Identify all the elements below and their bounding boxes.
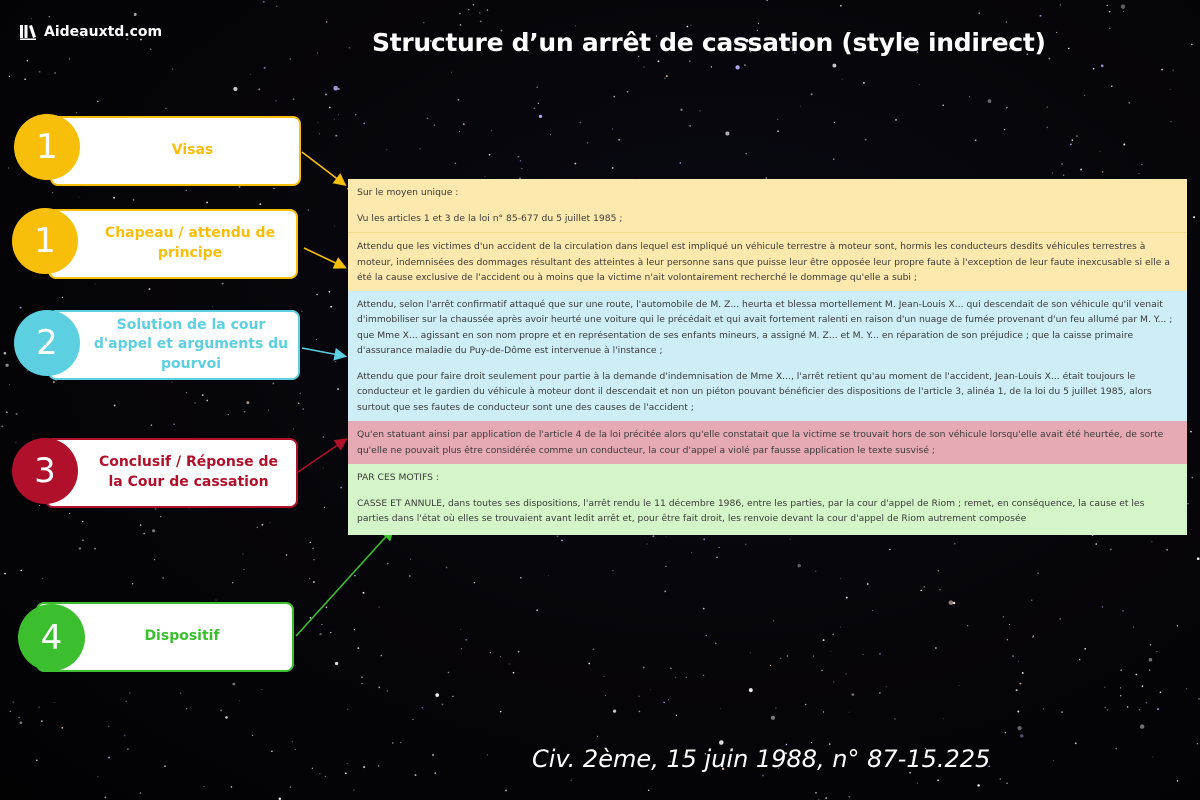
- label-dispositif-text: Dispositif: [144, 628, 220, 645]
- page-title: Structure d’un arrêt de cassation (style indirect): [372, 28, 1046, 57]
- conclusif-paragraph: Qu'en statuant ainsi par application de l'article 4 de la loi précitée alors qu'elle constatait que la victime se trouvait hors de son véhicule lorsqu'elle avait été heurtée, de sorte qu'elle ne pouvait plus être considérée comme un conducteur, la cour d'appel a violé par fausse application le texte susvisé ;: [357, 429, 1164, 456]
- chapeau-paragraph: Attendu que les victimes d'un accident de la circulation dans lequel est impliqué un véhicule terrestre à moteur sont, hormis les conducteurs desdits véhicules terrestres à moteur, indemnisées des dommages résultant des atteintes à leur personne sans que puisse leur être opposée leur propre faute à l'exception de leur faute inexcusable si elle a été la cause exclusive de l'accident ou à moins que la victime n'ait volontairement recherché le dommage qu'elle a subi ;: [357, 241, 1170, 283]
- label-visas: [50, 116, 301, 186]
- badge-2-solution: 2: [14, 310, 80, 376]
- segment-visas: [348, 179, 1187, 232]
- brand-logo[interactable]: [20, 24, 162, 40]
- label-solution-appel: [48, 310, 300, 380]
- judgment-excerpt: [348, 179, 1187, 528]
- label-chapeau-text: Chapeau / attendu de principe: [104, 225, 276, 261]
- label-solution-appel-text: Solution de la cour d'appel et arguments du pourvoi: [93, 316, 289, 372]
- segment-chapeau: [348, 232, 1187, 291]
- dispositif-heading: PAR CES MOTIFS :: [357, 472, 439, 483]
- label-conclusif-text: Conclusif / Réponse de la Cour de cassation: [98, 454, 279, 490]
- case-citation: Civ. 2ème, 15 juin 1988, n° 87-15.225: [532, 745, 991, 773]
- visas-line-1: Sur le moyen unique :: [357, 187, 459, 198]
- dispositif-paragraph: CASSE ET ANNULE, dans toutes ses dispositions, l'arrêt rendu le 11 décembre 1986, entre les parties, par la cour d'appel de Riom ; remet, en conséquence, la cause et les parties dans l'état où elles se trouvaient avant ledit arrêt et, pour être fait droit, les renvoie devant la cour d'appel de Riom autrement composée: [357, 497, 1145, 524]
- visas-line-2: Vu les articles 1 et 3 de la loi n° 85-677 du 5 juillet 1985 ;: [357, 212, 623, 224]
- segment-dispositif: [348, 464, 1187, 535]
- label-chapeau: [48, 209, 298, 279]
- badge-3-conclusif: 3: [12, 438, 78, 504]
- segment-conclusif: [348, 421, 1187, 464]
- solution-paragraph-1: Attendu, selon l'arrêt confirmatif attaqué que sur une route, l'automobile de M. Z... heurta et blessa mortellement M. Jean-Louis X... qui descendait de son véhicule qu'il venait d'immobiliser sur la chaussée après avoir heurté une voiture qui le précédait et qui avait fortement ralenti en raison d'un nuage de fumée provenant d'un feu allumé par M. Y... ; que Mme X... agissant en son nom propre et en représentation de ses enfants mineurs, a assigné M. Z... et M. Y... en réparation de son préjudice ; que la caisse primaire d'assurance maladie du Puy-de-Dôme est intervenue à l'instance ;: [357, 298, 1173, 356]
- badge-1-chapeau: 1: [12, 208, 78, 274]
- books-icon: [20, 24, 40, 40]
- badge-4-dispositif: 4: [18, 604, 85, 671]
- label-visas-text: Visas: [171, 142, 214, 159]
- label-conclusif: [45, 438, 298, 508]
- solution-paragraph-2: Attendu que pour faire droit seulement pour partie à la demande d'indemnisation de Mme X..., l'arrêt retient qu'au moment de l'accident, Jean-Louis X... était toujours le conducteur et le gardien du véhicule à moteur dont il descendait et non un piéton pouvant bénéficier des dispositions de l'article 3, alinéa 1, de la loi du 5 juillet 1985, alors surtout que ses fautes de conducteur sont une des causes de l'accident ;: [357, 370, 1152, 413]
- badge-1-visas: 1: [14, 114, 80, 180]
- brand-name: Aideauxtd.com: [44, 24, 163, 40]
- segment-solution-appel: [348, 291, 1187, 422]
